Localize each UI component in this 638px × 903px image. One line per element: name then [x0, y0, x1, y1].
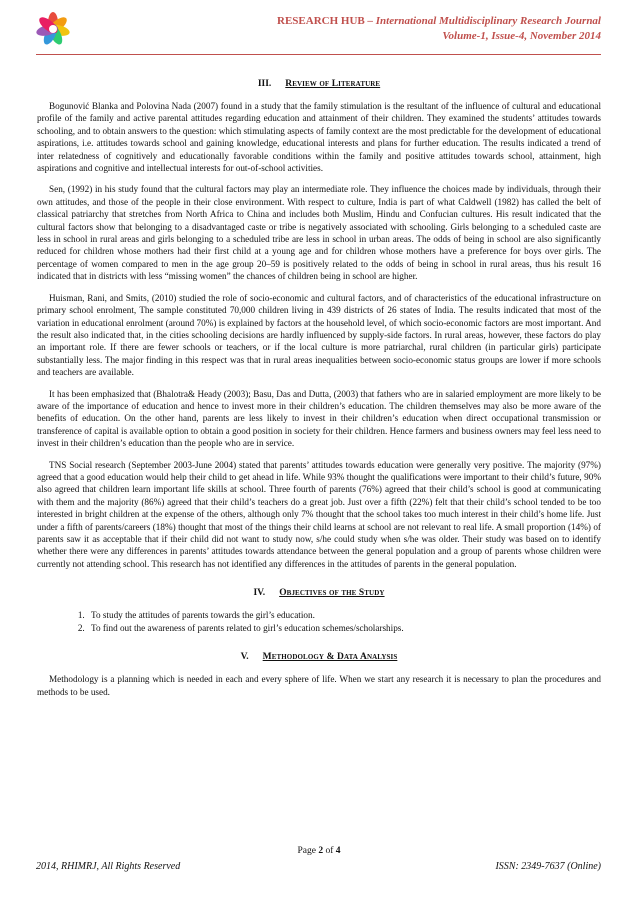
journal-volume: Volume-1, Issue-4, November 2014 — [442, 30, 601, 42]
journal-logo — [36, 12, 70, 46]
page-current: 2 — [318, 846, 324, 856]
section-title: Objectives of the Study — [279, 588, 385, 599]
issn-label: ISSN: 2349-7637 (Online) — [495, 861, 601, 872]
header-rule — [36, 54, 601, 55]
list-item: 2. To find out the awareness of parents related to girl’s education schemes/scholarships. — [87, 622, 601, 635]
section-number: IV. — [253, 588, 266, 599]
section-title: Review of Literature — [285, 79, 381, 89]
paragraph: Bogunović Blanka and Polovina Nada (2007) found in a study that the family stimulation is the resultant of the influence of cultural and educational profile of the family and active parental attitudes regarding education and attainment of their children. They examined the students’ attitudes towards schooling, and to obtain answers to the question: which stimulating aspects of family context are the most predictable for the development of educational aspirations, i.e. attitudes towards school and gaining knowledge, educational interests and plans for further education. The results indicated a trend of inter relatedness of cognitively and educationally favorable conditions within the family and positive attitudes towards school, attainment, high aspirations and cognitive and intellectual interests for out-of-school activities. — [37, 101, 601, 174]
paragraph: TNS Social research (September 2003-June 2004) stated that parents’ attitudes towards education were generally very positive. The majority (97%) agreed that a good education would help their child to get ahead in life. While 93% thought the qualifications were important to their child’s future, 90% also agreed that children learn important life skills at school. Three fourth of parents (76%) agreed that their child’s school is good at communicating with them and the majority (86%) agreed that their child’s teachers do a great job. Just over a fifth (22%) felt that their child’s school tended to be too interested in bright children at the expense of the others, although only 7% thought that the school takes too much interest in their child’s home life. Just under a fifth of parents/careers (18%) thought that most of the things their child learns at school are not relevant to real life. A small proportion (14%) of parents saw it as acceptable that if their child did not want to study now, s/he could study when s/he was older. Their study was based on to identify whether there were any differences in parents’ attitudes towards attendance between the general population and a group of parents whose children were currently not attending school. This research has not identified any differences in the attitudes of parents in the general population. — [37, 459, 601, 569]
section-title: Methodology & Data Analysis — [262, 652, 398, 663]
paragraph: It has been emphasized that (Bhalotra& Heady (2003); Basu, Das and Dutta, (2003) that fathers who are in salaried employment are more likely to be aware of the importance of education and hence to invest more in their children’s education. The children themselves may also be more aware of the benefits of education. On the other hand, parents are less likely to invest in their children’s education when direct occupational transmission or transference of capital is available option to obtain a good position in society for their children. Hence farmers and business owners may feel less need to invest in their children’s education than the people who are in service. — [37, 388, 601, 449]
section-heading-methodology — [37, 651, 601, 664]
section-number: III. — [257, 79, 272, 89]
page-content — [37, 78, 601, 707]
page-total: 4 — [335, 846, 341, 856]
journal-title — [277, 14, 601, 29]
journal-subtitle: – International Multidisciplinary Research Journal — [364, 15, 601, 27]
paragraph: Methodology is a planning which is needed in each and every sphere of life. When we start any research it is necessary to plan the procedures and methods to be used. — [37, 674, 601, 697]
objectives-list — [37, 609, 601, 634]
page-of: of — [323, 846, 336, 856]
flower-logo-icon — [36, 12, 70, 46]
page-number — [0, 846, 638, 856]
copyright-notice: 2014, RHIMRJ, All Rights Reserved — [36, 861, 181, 872]
section-heading-literature — [37, 78, 601, 91]
section-gap — [37, 579, 601, 587]
paragraph: Huisman, Rani, and Smits, (2010) studied the role of socio-economic and cultural factors, and of characteristics of the educational infrastructure on primary school enrolment, The sample constituted 70,000 children living in 439 districts of 26 states of India. The results indicated that most of the variation in educational enrolment (around 70%) is explained by factors at the household level, of which socio-economic factors are most important. And the result also indicated that, in the cities schooling decisions are hardly influenced by supply-side factors. In rural areas, however, these factors do play an important role. If there are fewer schools or teachers, or if the local culture is more patriarchal, rural children (in particular girls) participate substantially less. The major finding in this respect was that in rural areas inequalities between socio-economic status groups are lower if more schools and teachers are available. — [37, 292, 601, 378]
journal-header — [277, 14, 601, 44]
journal-name: RESEARCH HUB — [277, 15, 365, 27]
section-heading-objectives — [37, 587, 601, 600]
section-gap — [37, 643, 601, 651]
list-item: 1. To study the attitudes of parents towards the girl’s education. — [87, 609, 601, 622]
paragraph: Sen, (1992) in his study found that the cultural factors may play an intermediate role. They influence the choices made by individuals, through their own attitudes, and those of the people in their close environment. With respect to culture, India is part of what Caldwell (1982) has called the belt of classical patriarchy that stretches from North Africa to China and includes both Muslim, Hindu and Confucian cultures. His result indicated that the cultural factors show that belonging to a disadvantaged caste or tribe is negatively associated with schooling. Girls belonging to a scheduled caste are less in school in rural areas and girls belonging to a scheduled tribe are less in school in urban areas. The odds of being in school are also significantly reduced for children whose mothers had their first child at a young age and for children whose mothers have a preference for boys over girls. The percentage of women compared to men in the age group 20–59 is positively related to the odds of being in school in rural areas, thus his result 16 indicated that in districts with less “missing women” the chances of children being in school are higher. — [37, 184, 601, 282]
section-number: V. — [240, 652, 249, 663]
page-prefix: Page — [297, 846, 319, 856]
